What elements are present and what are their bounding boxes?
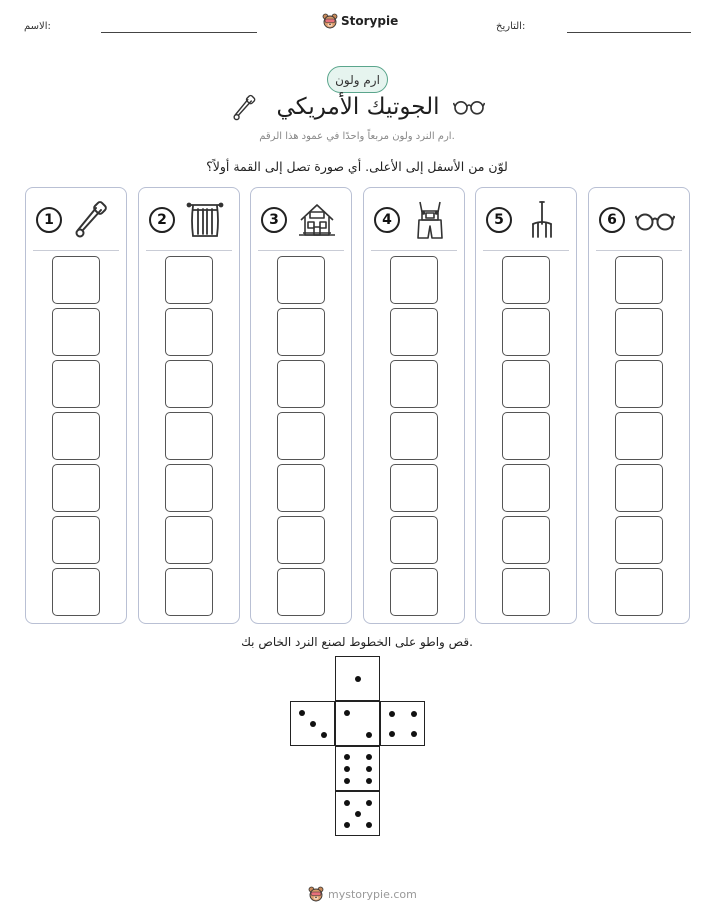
color-cell[interactable]	[165, 412, 213, 460]
column-number: 4	[374, 207, 400, 233]
column-number: 6	[599, 207, 625, 233]
color-cell[interactable]	[615, 256, 663, 304]
die-dot	[366, 732, 372, 738]
color-cell[interactable]	[52, 516, 100, 564]
die-dot	[344, 710, 350, 716]
color-cell[interactable]	[277, 360, 325, 408]
footer-url[interactable]: mystorypie.com	[328, 887, 417, 901]
color-cell[interactable]	[277, 568, 325, 616]
color-cell[interactable]	[615, 516, 663, 564]
column-divider	[371, 250, 457, 251]
column-5	[475, 187, 577, 624]
die-dot	[411, 711, 417, 717]
dice-face-5	[335, 791, 380, 836]
column-number: 3	[261, 207, 287, 233]
column-1	[25, 187, 127, 624]
color-cell[interactable]	[615, 464, 663, 512]
color-cell[interactable]	[390, 464, 438, 512]
color-cell[interactable]	[277, 516, 325, 564]
color-cell[interactable]	[52, 360, 100, 408]
subtitle: ارم النرد ولون مربعاً واحدًا في عمود هذا الرقم.	[259, 131, 455, 142]
brand-name: Storypie	[341, 14, 399, 28]
color-cell[interactable]	[52, 256, 100, 304]
color-cell[interactable]	[390, 412, 438, 460]
die-dot	[366, 822, 372, 828]
die-dot	[299, 710, 305, 716]
color-cell[interactable]	[390, 516, 438, 564]
die-dot	[310, 721, 316, 727]
color-cell[interactable]	[615, 308, 663, 356]
color-cell[interactable]	[165, 256, 213, 304]
color-cell[interactable]	[390, 360, 438, 408]
die-dot	[355, 811, 361, 817]
color-cell[interactable]	[502, 516, 550, 564]
name-line[interactable]	[101, 32, 257, 33]
column-divider	[596, 250, 682, 251]
column-divider	[258, 250, 344, 251]
color-cell[interactable]	[502, 256, 550, 304]
activity-badge: ارم ولون	[327, 66, 388, 93]
column-divider	[146, 250, 232, 251]
die-dot	[344, 800, 350, 806]
color-cell[interactable]	[390, 568, 438, 616]
dice-face-1	[335, 656, 380, 701]
page-title: الجوتيك الأمريكي	[276, 94, 440, 120]
column-number: 5	[486, 207, 512, 233]
die-dot	[344, 766, 350, 772]
color-cell[interactable]	[502, 412, 550, 460]
color-cell[interactable]	[615, 412, 663, 460]
column-divider	[33, 250, 119, 251]
color-cell[interactable]	[165, 308, 213, 356]
die-dot	[366, 800, 372, 806]
color-cell[interactable]	[502, 568, 550, 616]
dice-face-2	[335, 701, 380, 746]
overalls-icon	[410, 200, 450, 240]
color-cell[interactable]	[52, 412, 100, 460]
column-number: 1	[36, 207, 62, 233]
color-cell[interactable]	[165, 516, 213, 564]
color-cell[interactable]	[165, 568, 213, 616]
die-dot	[344, 822, 350, 828]
die-dot	[366, 754, 372, 760]
die-dot	[355, 676, 361, 682]
die-dot	[411, 731, 417, 737]
color-cell[interactable]	[277, 256, 325, 304]
column-3	[250, 187, 352, 624]
date-label: التاريخ:	[496, 21, 526, 32]
cut-instruction: قص واطو على الخطوط لصنع النرد الخاص بك.	[241, 635, 473, 649]
name-label: الاسم:	[24, 21, 51, 32]
glasses-icon	[453, 98, 485, 116]
color-cell[interactable]	[165, 360, 213, 408]
color-cell[interactable]	[502, 360, 550, 408]
glasses-icon	[635, 200, 675, 240]
die-dot	[389, 711, 395, 717]
color-cell[interactable]	[165, 464, 213, 512]
instruction: لوّن من الأسفل إلى الأعلى. أي صورة تصل إلى القمة أولاً؟	[206, 159, 508, 174]
dice-face-6	[335, 746, 380, 791]
column-number: 2	[149, 207, 175, 233]
color-cell[interactable]	[615, 568, 663, 616]
color-cell[interactable]	[52, 464, 100, 512]
die-dot	[344, 754, 350, 760]
footer	[308, 886, 417, 902]
color-cell[interactable]	[615, 360, 663, 408]
storypie-logo	[322, 13, 398, 29]
color-cell[interactable]	[277, 412, 325, 460]
date-line[interactable]	[567, 32, 691, 33]
column-4	[363, 187, 465, 624]
color-cell[interactable]	[502, 308, 550, 356]
color-cell[interactable]	[52, 568, 100, 616]
column-divider	[483, 250, 569, 251]
die-dot	[366, 766, 372, 772]
safety-pin-icon	[72, 200, 112, 240]
house-icon	[297, 200, 337, 240]
pitchfork-icon	[522, 200, 562, 240]
color-cell[interactable]	[390, 308, 438, 356]
dice-face-3	[290, 701, 335, 746]
column-6	[588, 187, 690, 624]
color-cell[interactable]	[277, 464, 325, 512]
bear-icon	[322, 13, 338, 29]
bear-icon	[308, 886, 324, 902]
color-cell[interactable]	[390, 256, 438, 304]
die-dot	[344, 778, 350, 784]
die-dot	[389, 731, 395, 737]
die-dot	[321, 732, 327, 738]
die-dot	[366, 778, 372, 784]
dice-face-4	[380, 701, 425, 746]
color-cell[interactable]	[277, 308, 325, 356]
curtain-icon	[185, 200, 225, 240]
column-2	[138, 187, 240, 624]
color-cell[interactable]	[502, 464, 550, 512]
color-cell[interactable]	[52, 308, 100, 356]
